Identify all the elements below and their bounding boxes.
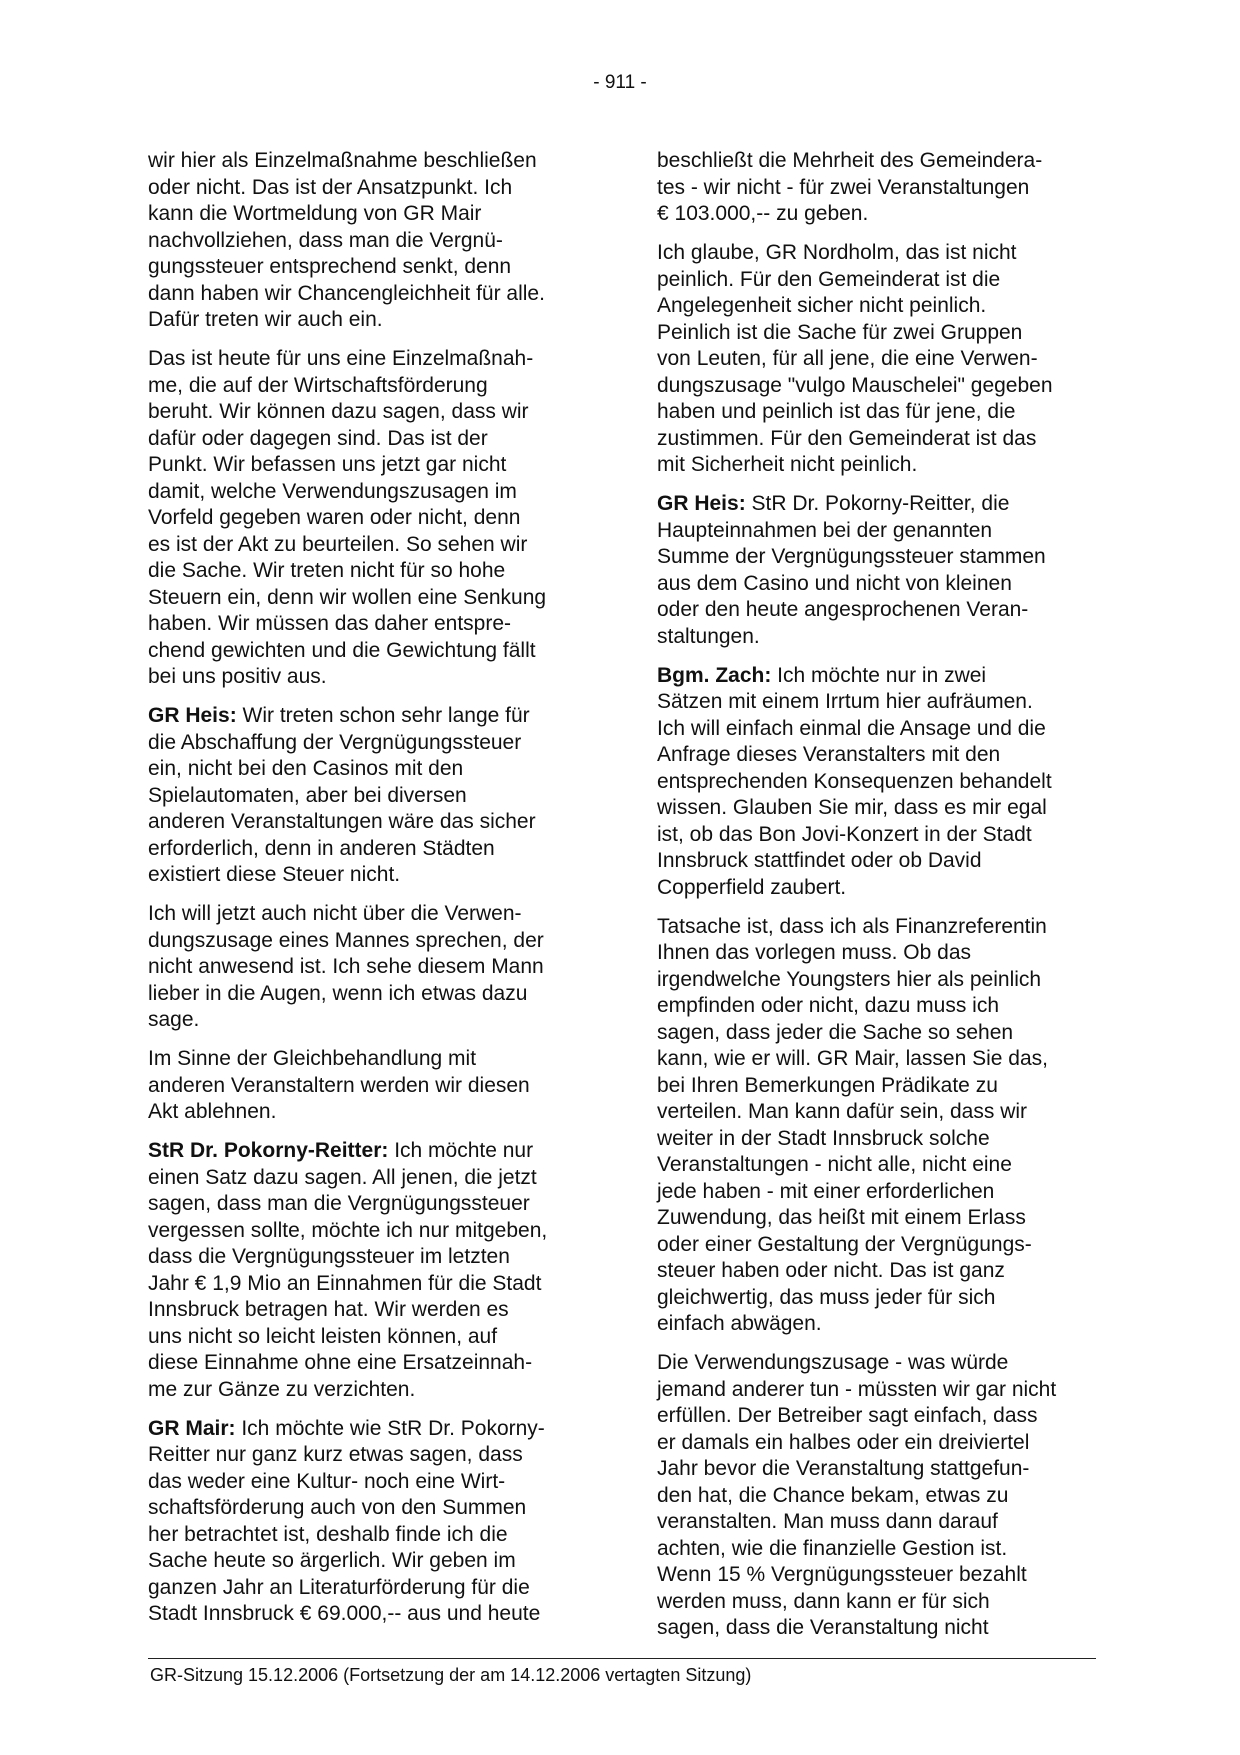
text-line: Angelegenheit sicher nicht peinlich. xyxy=(657,294,987,317)
text-line: wir hier als Einzelmaßnahme beschließen xyxy=(148,149,537,172)
text-line: Anfrage dieses Veranstalters mit den xyxy=(657,743,1001,766)
text-line: das weder eine Kultur- noch eine Wirt- xyxy=(148,1469,506,1493)
page-number: - 911 - xyxy=(593,72,647,93)
text-line: sage. xyxy=(148,1008,200,1031)
paragraph xyxy=(148,901,598,1034)
text-line: Sätzen mit einem Irrtum hier aufräumen. xyxy=(657,690,1033,713)
text-line: Im Sinne der Gleichbehandlung mit xyxy=(148,1047,477,1070)
paragraph xyxy=(148,1046,598,1126)
text-line: bei uns positiv aus. xyxy=(148,665,327,688)
text-line: Jahr bevor die Veranstaltung stattgefun- xyxy=(657,1457,1030,1480)
text-line: oder den heute angesprochenen Veran- xyxy=(657,598,1029,621)
text-line: mit Sicherheit nicht peinlich. xyxy=(657,453,918,476)
text-line: ist, ob das Bon Jovi-Konzert in der Stadt xyxy=(657,822,1032,846)
text-line: aus dem Casino und nicht von kleinen xyxy=(657,571,1012,595)
text-line: uns nicht so leicht leisten können, auf xyxy=(148,1324,498,1348)
text-line: sagen, dass man die Vergnügungssteuer xyxy=(148,1192,530,1215)
text-line: lieber in die Augen, wenn ich etwas dazu xyxy=(148,981,528,1005)
text-line: die Abschaffung der Vergnügungssteuer xyxy=(148,730,522,754)
text-line: dungszusage eines Mannes sprechen, der xyxy=(148,928,544,952)
text-line: chend gewichten und die Gewichtung fällt xyxy=(148,638,536,662)
text-line: zustimmen. Für den Gemeinderat ist das xyxy=(657,426,1037,450)
text-line: dungszusage "vulgo Mauschelei" gegeben xyxy=(657,373,1053,397)
text-line: sagen, dass jeder die Sache so sehen xyxy=(657,1020,1014,1044)
text-line: Ich glaube, GR Nordholm, das ist nicht xyxy=(657,241,1017,264)
paragraph xyxy=(657,240,1107,479)
text-line: irgendwelche Youngsters hier als peinlich xyxy=(657,967,1042,991)
text-line: Veranstaltungen - nicht alle, nicht eine xyxy=(657,1153,1012,1176)
speaker-name: GR Mair: xyxy=(148,1416,236,1440)
text-line: Jahr € 1,9 Mio an Einnahmen für die Stadt xyxy=(148,1271,542,1295)
text-line: Ich möchte wie StR Dr. Pokorny- xyxy=(235,1416,545,1440)
right-column xyxy=(657,148,1107,1654)
left-column xyxy=(148,148,598,1640)
text-line: Dafür treten wir auch ein. xyxy=(148,308,383,331)
text-line: sagen, dass die Veranstaltung nicht xyxy=(657,1616,989,1639)
text-line: StR Dr. Pokorny-Reitter, die xyxy=(745,492,1010,515)
text-line: Ihnen das vorlegen muss. Ob das xyxy=(657,941,972,964)
text-line: vergessen sollte, möchte ich nur mitgeben, xyxy=(148,1218,548,1242)
text-line: bei Ihren Bemerkungen Prädikate zu xyxy=(657,1073,998,1097)
text-line: Akt ablehnen. xyxy=(148,1100,277,1123)
text-line: nachvollziehen, dass man die Vergnü- xyxy=(148,228,503,252)
text-line: dass die Vergnügungssteuer im letzten xyxy=(148,1245,510,1268)
text-line: wissen. Glauben Sie mir, dass es mir egal xyxy=(657,796,1047,819)
text-line: ein, nicht bei den Casinos mit den xyxy=(148,757,464,780)
text-line: erfüllen. Der Betreiber sagt einfach, dass xyxy=(657,1404,1038,1427)
text-line: empfinden oder nicht, dazu muss ich xyxy=(657,994,1000,1017)
footer-divider xyxy=(148,1658,1096,1659)
text-line: gleichwertig, das muss jeder für sich xyxy=(657,1285,996,1309)
text-line: peinlich. Für den Gemeinderat ist die xyxy=(657,267,1001,291)
text-line: anderen Veranstaltern werden wir diesen xyxy=(148,1073,530,1097)
text-line: einen Satz dazu sagen. All jenen, die jetzt xyxy=(148,1165,537,1189)
text-line: Copperfield zaubert. xyxy=(657,875,847,899)
text-line: oder nicht. Das ist der Ansatzpunkt. Ich xyxy=(148,175,513,199)
text-line: schaftsförderung auch von den Summen xyxy=(148,1496,527,1519)
text-line: haben. Wir müssen das daher entspre- xyxy=(148,612,512,635)
text-line: veranstalten. Man muss dann darauf xyxy=(657,1510,998,1533)
text-line: Summe der Vergnügungssteuer stammen xyxy=(657,545,1046,568)
text-line: verteilen. Man kann dafür sein, dass wir xyxy=(657,1100,1028,1123)
text-line: kann die Wortmeldung von GR Mair xyxy=(148,202,482,225)
text-line: Stadt Innsbruck € 69.000,-- aus und heute xyxy=(148,1602,541,1625)
speaker-name: Bgm. Zach: xyxy=(657,663,772,687)
text-line: weiter in der Stadt Innsbruck solche xyxy=(657,1126,990,1150)
text-line: oder einer Gestaltung der Vergnügungs- xyxy=(657,1232,1032,1256)
paragraph xyxy=(148,1138,598,1403)
text-line: Die Verwendungszusage - was würde xyxy=(657,1351,1009,1374)
text-line: jemand anderer tun - müssten wir gar nicht xyxy=(657,1377,1057,1401)
text-line: dann haben wir Chancengleichheit für alle. xyxy=(148,281,545,305)
text-line: ganzen Jahr an Literaturförderung für die xyxy=(148,1575,530,1599)
speaker-name: GR Heis: xyxy=(148,704,237,727)
text-line: € 103.000,-- zu geben. xyxy=(657,202,869,225)
text-line: staltungen. xyxy=(657,624,760,648)
text-line: beruht. Wir können dazu sagen, dass wir xyxy=(148,400,529,423)
paragraph xyxy=(657,914,1107,1338)
text-line: Zuwendung, das heißt mit einem Erlass xyxy=(657,1206,1026,1229)
paragraph xyxy=(657,148,1107,228)
paragraph xyxy=(657,491,1107,650)
speaker-name: StR Dr. Pokorny-Reitter: xyxy=(148,1139,389,1162)
text-line: gungssteuer entsprechend senkt, denn xyxy=(148,255,512,278)
text-line: Reitter nur ganz kurz etwas sagen, dass xyxy=(148,1443,523,1466)
text-line: steuer haben oder nicht. Das ist ganz xyxy=(657,1259,1005,1282)
text-line: den hat, die Chance bekam, etwas zu xyxy=(657,1483,1009,1507)
text-line: Tatsache ist, dass ich als Finanzreferentin xyxy=(657,914,1047,938)
text-line: Haupteinnahmen bei der genannten xyxy=(657,518,993,542)
text-line: nicht anwesend ist. Ich sehe diesem Mann xyxy=(148,955,544,978)
paragraph xyxy=(148,703,598,889)
text-line: diese Einnahme ohne eine Ersatzeinnah- xyxy=(148,1351,533,1374)
text-line: damit, welche Verwendungszusagen im xyxy=(148,479,517,503)
text-line: Ich möchte nur in zwei xyxy=(771,663,987,687)
text-line: me, die auf der Wirtschaftsförderung xyxy=(148,373,488,397)
text-line: Das ist heute für uns eine Einzelmaßnah- xyxy=(148,347,534,370)
text-line: einfach abwägen. xyxy=(657,1312,822,1335)
text-line: Steuern ein, denn wir wollen eine Senkung xyxy=(148,585,547,609)
paragraph xyxy=(657,1350,1107,1642)
text-line: Vorfeld gegeben waren oder nicht, denn xyxy=(148,506,521,529)
text-line: Wir treten schon sehr lange für xyxy=(236,704,530,727)
text-line: her betrachtet ist, deshalb finde ich die xyxy=(148,1522,508,1546)
text-line: die Sache. Wir treten nicht für so hohe xyxy=(148,559,506,582)
text-line: er damals ein halbes oder ein dreiviertel xyxy=(657,1430,1030,1454)
text-line: jede haben - mit einer erforderlichen xyxy=(657,1179,995,1203)
text-line: dafür oder dagegen sind. Das ist der xyxy=(148,426,488,450)
text-line: Sache heute so ärgerlich. Wir geben im xyxy=(148,1549,516,1572)
paragraph xyxy=(148,346,598,691)
text-line: haben und peinlich ist das für jene, die xyxy=(657,400,1016,423)
text-line: erforderlich, denn in anderen Städten xyxy=(148,836,495,860)
text-line: werden muss, dann kann er für sich xyxy=(657,1589,990,1613)
paragraph xyxy=(148,1416,598,1628)
text-line: Innsbruck betragen hat. Wir werden es xyxy=(148,1298,509,1321)
text-line: Spielautomaten, aber bei diversen xyxy=(148,783,467,807)
text-line: Ich will jetzt auch nicht über die Verwen- xyxy=(148,902,522,925)
speaker-name: GR Heis: xyxy=(657,492,746,515)
text-line: von Leuten, für all jene, die eine Verwen- xyxy=(657,347,1038,370)
text-line: tes - wir nicht - für zwei Veranstaltungen xyxy=(657,175,1030,199)
text-line: anderen Veranstaltungen wäre das sicher xyxy=(148,810,536,833)
text-line: Innsbruck stattfindet oder ob David xyxy=(657,849,982,872)
text-line: es ist der Akt zu beurteilen. So sehen wir xyxy=(148,532,528,556)
text-line: beschließt die Mehrheit des Gemeindera- xyxy=(657,149,1043,172)
text-line: existiert diese Steuer nicht. xyxy=(148,863,401,886)
text-line: Peinlich ist die Sache für zwei Gruppen xyxy=(657,320,1023,344)
text-line: Ich möchte nur xyxy=(388,1139,534,1162)
paragraph xyxy=(657,663,1107,902)
text-line: Wenn 15 % Vergnügungssteuer bezahlt xyxy=(657,1563,1027,1586)
footer-text: GR-Sitzung 15.12.2006 (Fortsetzung der am 14.12.2006 vertagten Sitzung) xyxy=(150,1665,752,1685)
text-line: Punkt. Wir befassen uns jetzt gar nicht xyxy=(148,453,507,476)
text-line: kann, wie er will. GR Mair, lassen Sie das, xyxy=(657,1047,1048,1070)
paragraph xyxy=(148,148,598,334)
text-line: entsprechenden Konsequenzen behandelt xyxy=(657,769,1052,793)
text-line: achten, wie die finanzielle Gestion ist. xyxy=(657,1536,1008,1560)
text-line: Ich will einfach einmal die Ansage und die xyxy=(657,716,1046,740)
text-line: me zur Gänze zu verzichten. xyxy=(148,1377,416,1401)
